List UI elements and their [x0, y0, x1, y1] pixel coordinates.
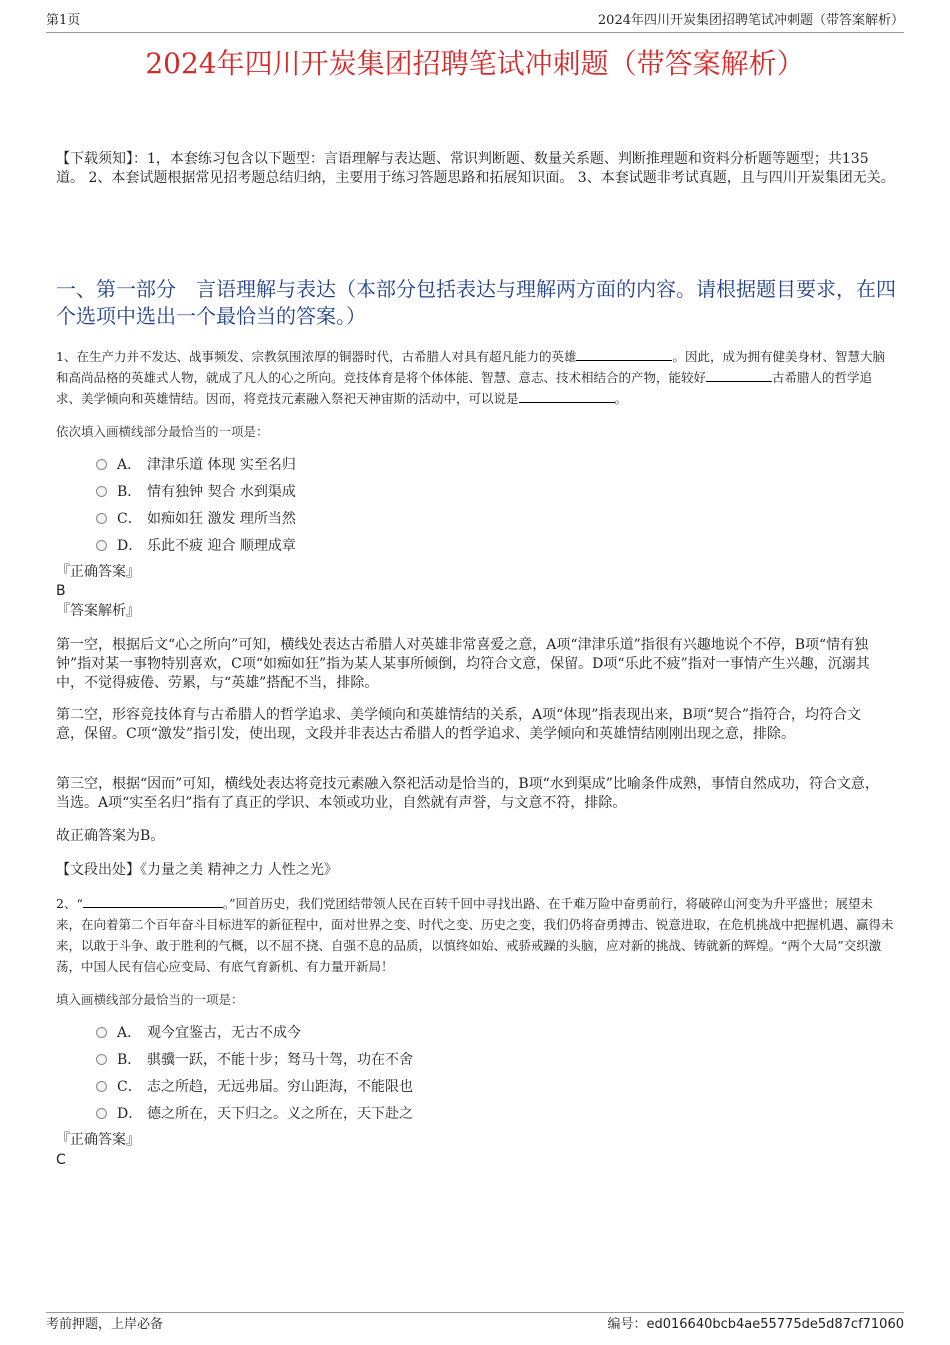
- correct-answer: B: [56, 583, 66, 599]
- option-a[interactable]: [96, 452, 696, 479]
- option-text: 德之所在，天下归之。义之所在，天下赴之: [147, 1106, 413, 1122]
- option-a[interactable]: [96, 1020, 696, 1047]
- correct-answer-label: 『正确答案』: [56, 1132, 140, 1148]
- fill-blank: [519, 390, 615, 403]
- option-d[interactable]: [96, 1101, 696, 1128]
- footer-slogan: 考前押题，上岸必备: [46, 1317, 164, 1332]
- fill-blank: [706, 369, 772, 382]
- radio-button-icon[interactable]: [96, 1027, 107, 1038]
- document-id-value: ed016640bcb4ae55775de5d87cf71060: [646, 1317, 904, 1332]
- question-2-prompt: 填入画横线部分最恰当的一项是：: [56, 992, 244, 1007]
- option-text: 情有独钟 契合 水到渠成: [147, 484, 296, 500]
- header-doc-title: 2024年四川开炭集团招聘笔试冲刺题（带答案解析）: [597, 13, 904, 28]
- option-c[interactable]: [96, 1074, 696, 1101]
- analysis-paragraph: 第一空，根据后文“心之所向”可知，横线处表达古希腊人对英雄非常喜爱之意，A项“津津乐道”指很有兴趣地说个不停，B项“情有独钟”指对某一事物特别喜欢，C项“如痴如狂”指为某人某事所倾倒，均符合文意，保留。D项“乐此不疲”指对一事情产生兴趣，沉溺其中，不觉得疲倦、劳累，与“英雄”搭配不当，排除。: [56, 637, 870, 691]
- option-letter: A．: [117, 457, 142, 473]
- option-c[interactable]: [96, 506, 696, 533]
- radio-button-icon[interactable]: [96, 1081, 107, 1092]
- fill-blank: [83, 895, 223, 908]
- analysis-conclusion: 故正确答案为B。: [56, 828, 165, 844]
- option-text: 津津乐道 体现 实至名归: [147, 457, 296, 473]
- option-letter: A．: [117, 1025, 142, 1041]
- option-letter: C．: [117, 1079, 142, 1095]
- question-2-text-part: 。”回首历史，我们党团结带领人民在百转千回中寻找出路、在千难万险中奋勇前行，将破碎山河变为升平盛世；展望未来，在向着第二个百年奋斗目标进军的新征程中，面对世界之变、时代之变、历史之变，我们仍将奋勇搏击、锐意进取，在危机挑战中把握机遇、赢得未来，以敢于斗争、敢于胜利的气概，以不屈不挠、自强不息的品质，以慎终如始、戒骄戒躁的头脑，应对新的挑战、铸就新的辉煌。“两个大局”交织激荡，中国人民有信心应变局、有底气育新机、有力量开新局！: [56, 896, 894, 974]
- section-title: 一、第一部分 言语理解与表达（本部分包括表达与理解两方面的内容。请根据题目要求，在四个选项中选出一个最恰当的答案。）: [56, 277, 896, 328]
- fill-blank: [576, 348, 672, 361]
- radio-button-icon[interactable]: [96, 459, 107, 470]
- question-2-text-part: 2、“: [56, 896, 83, 911]
- question-1-text-part: 。: [614, 391, 628, 406]
- option-letter: D．: [117, 1106, 143, 1122]
- page-footer: [46, 1312, 904, 1332]
- correct-answer: C: [56, 1152, 66, 1168]
- question-1-text-part: 。因此，成为拥有健美身材、智慧大脑和高尚品格的英雄式人物，就成了凡人的心之所向。竞技体育是将个体体能、智慧、意志、技术相结合的产物，能较好: [56, 349, 885, 385]
- option-letter: B．: [117, 484, 142, 500]
- option-text: 乐此不疲 迎合 顺理成章: [147, 538, 296, 554]
- analysis-label: 『答案解析』: [56, 603, 140, 619]
- radio-button-icon[interactable]: [96, 1108, 107, 1119]
- question-1-stem: [56, 346, 896, 409]
- radio-button-icon[interactable]: [96, 540, 107, 551]
- option-d[interactable]: [96, 533, 696, 560]
- document-title: 2024年四川开炭集团招聘笔试冲刺题（带答案解析）: [145, 47, 805, 80]
- option-text: 骐骥一跃，不能十步；驽马十驾，功在不舍: [147, 1052, 413, 1068]
- question-1-text-part: 1、在生产力并不发达、战事频发、宗教氛围浓厚的铜器时代，古希腊人对具有超凡能力的英雄: [56, 349, 577, 364]
- option-letter: C．: [117, 511, 142, 527]
- question-2-options: [96, 1020, 696, 1128]
- question-1-text-part: 古希腊人的哲学追求、美学倾向和英雄情结。因而，将竞技元素融入祭祀天神宙斯的活动中，可以说是: [56, 370, 873, 406]
- page-header: [46, 12, 904, 33]
- radio-button-icon[interactable]: [96, 486, 107, 497]
- option-letter: B．: [117, 1052, 142, 1068]
- option-letter: D．: [117, 538, 143, 554]
- option-b[interactable]: [96, 479, 696, 506]
- text-source: 【文段出处】《力量之美 精神之力 人性之光》: [56, 862, 338, 878]
- question-1-prompt: 依次填入画横线部分最恰当的一项是：: [56, 424, 269, 439]
- option-b[interactable]: [96, 1047, 696, 1074]
- radio-button-icon[interactable]: [96, 513, 107, 524]
- correct-answer-label: 『正确答案』: [56, 564, 140, 580]
- analysis-paragraph: 第三空，根据“因而”可知，横线处表达将竞技元素融入祭祀活动是恰当的，B项“水到渠成”比喻条件成熟，事情自然成功，符合文意，当选。A项“实至名归”指有了真正的学识、本领或功业，自然就有声誉，与文意不符，排除。: [56, 776, 879, 811]
- question-1-options: [96, 452, 696, 560]
- document-id: [607, 1315, 904, 1335]
- radio-button-icon[interactable]: [96, 1054, 107, 1065]
- page-number: 第1页: [46, 13, 81, 28]
- analysis-paragraph: 第二空，形容竞技体育与古希腊人的哲学追求、美学倾向和英雄情结的关系，A项“体现”指表现出来，B项“契合”指符合，均符合文意，保留。C项“激发”指引发，使出现，文段并非表达古希腊人的哲学追求、美学倾向和英雄情结刚刚出现之意，排除。: [56, 707, 862, 742]
- option-text: 观今宜鉴古，无古不成今: [147, 1025, 301, 1041]
- document-id-label: 编号：: [607, 1317, 647, 1332]
- question-2-stem: [56, 893, 896, 977]
- download-notice: 【下载须知】：1，本套练习包含以下题型：言语理解与表达题、常识判断题、数量关系题、判断推理题和资料分析题等题型；共135道。 2、本套试题根据常见招考题总结归纳，主要用于练习答题思路和拓展知识面。 3、本套试题非考试真题，且与四川开炭集团无关。: [56, 151, 895, 186]
- option-text: 如痴如狂 激发 理所当然: [147, 511, 296, 527]
- option-text: 志之所趋，无远弗届。穷山距海，不能限也: [147, 1079, 413, 1095]
